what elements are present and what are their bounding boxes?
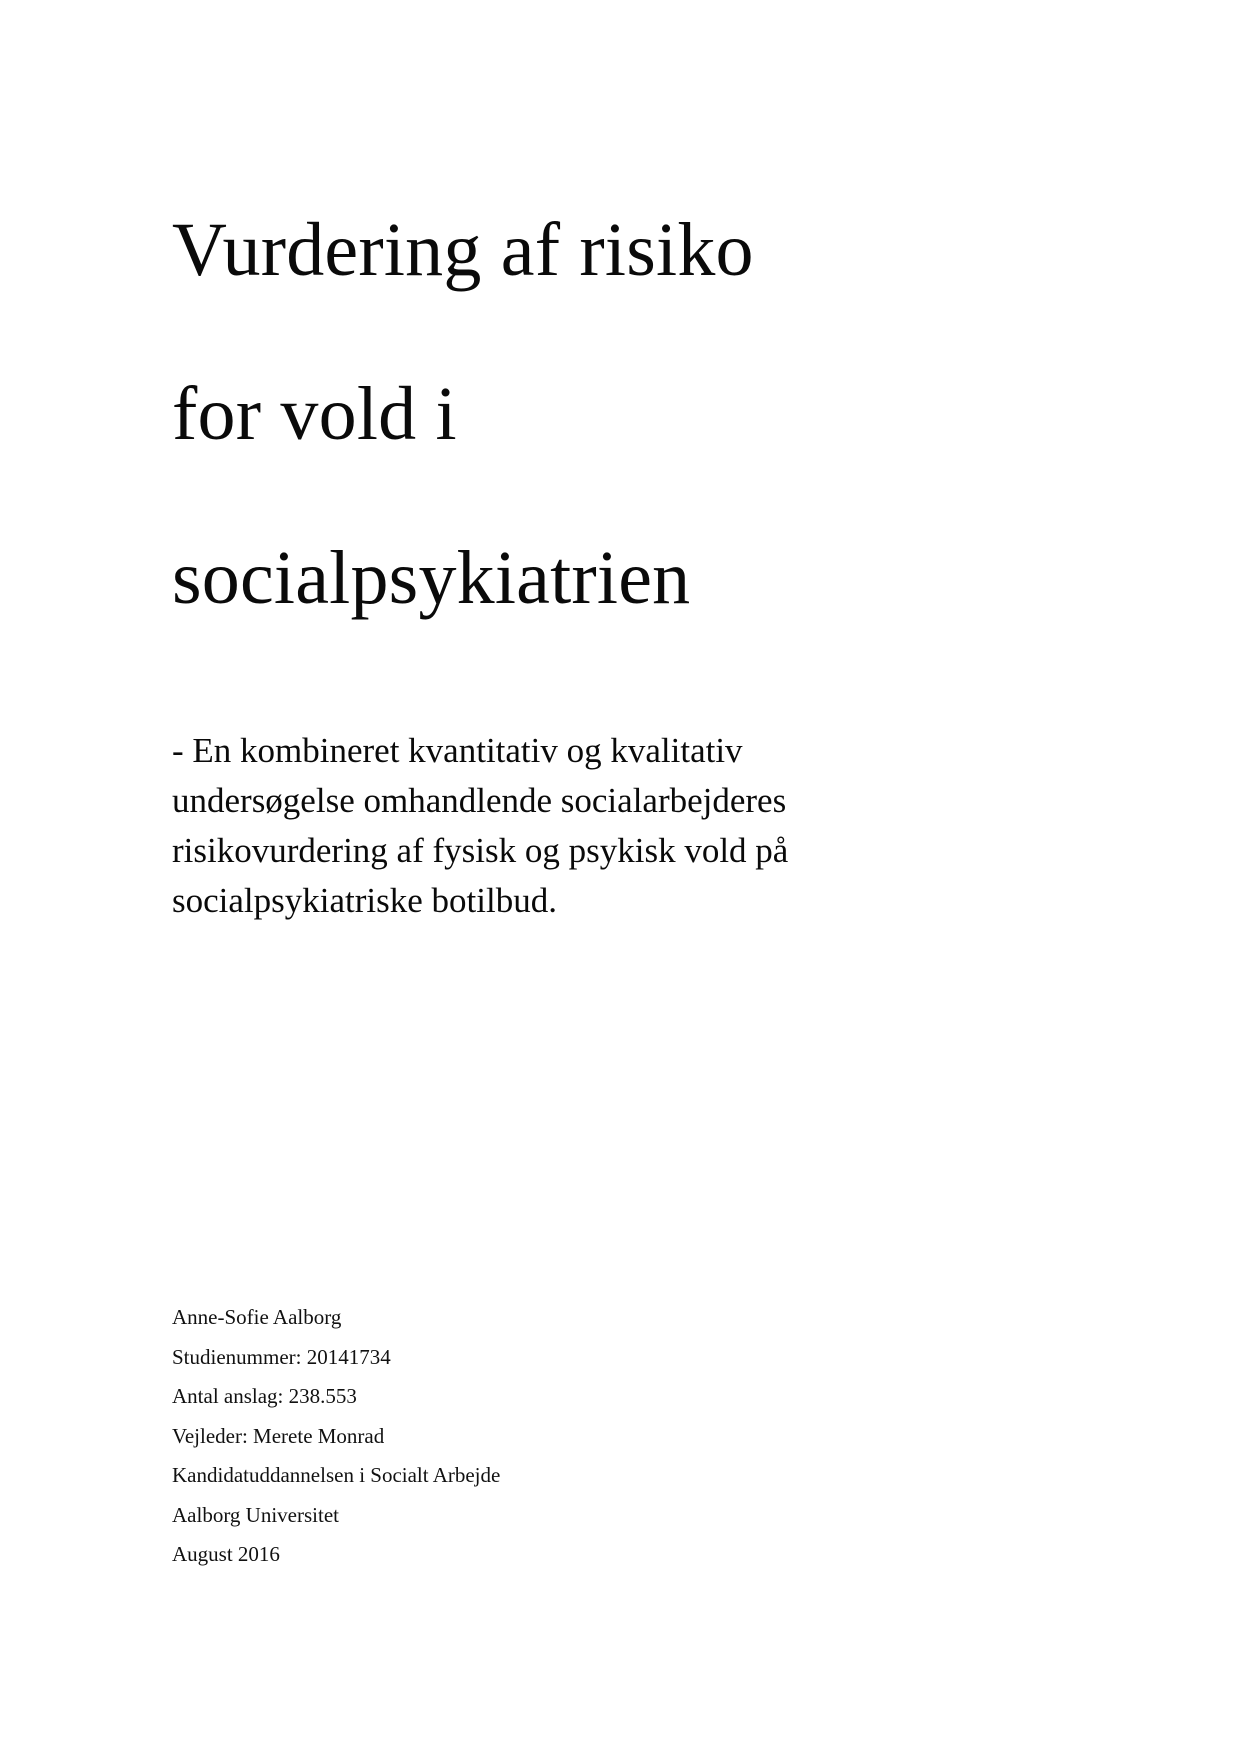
supervisor: Vejleder: Merete Monrad — [172, 1423, 385, 1448]
title-line-2: for vold i — [172, 372, 457, 456]
university: Aalborg Universitet — [172, 1502, 339, 1527]
subtitle-line-2: undersøgelse omhandlende socialarbejderes — [172, 781, 787, 820]
subtitle-line-1: - En kombineret kvantitativ og kvalitativ — [172, 731, 743, 770]
character-count: Antal anslag: 238.553 — [172, 1384, 357, 1408]
subtitle-line-3: risikovurdering af fysisk og psykisk vold på — [172, 831, 789, 870]
title-line-3: socialpsykiatrien — [172, 536, 691, 620]
title-line-1: Vurdering af risiko — [172, 208, 754, 292]
author-name: Anne-Sofie Aalborg — [172, 1305, 342, 1329]
page-title — [172, 168, 1052, 660]
page-subtitle — [172, 726, 932, 926]
subtitle-line-4: socialpsykiatriske botilbud. — [172, 881, 557, 920]
student-number: Studienummer: 20141734 — [172, 1344, 391, 1369]
author-metadata-block — [172, 1298, 872, 1575]
date: August 2016 — [172, 1542, 280, 1566]
programme: Kandidatuddannelsen i Socialt Arbejde — [172, 1463, 501, 1487]
